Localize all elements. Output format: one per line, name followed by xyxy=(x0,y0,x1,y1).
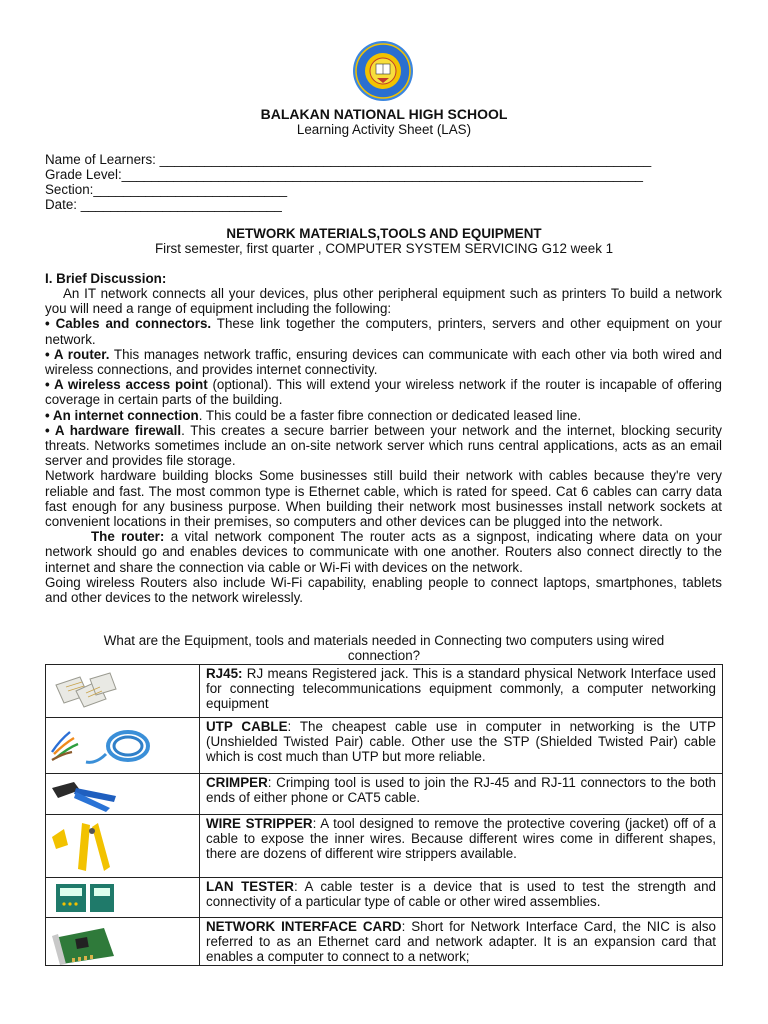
table-row xyxy=(46,774,723,815)
name-of-learners-field: Name of Learners: __________________________________________________________________ xyxy=(45,152,652,167)
rj45-connectors-image xyxy=(46,665,200,718)
sheet-title: Learning Activity Sheet (LAS) xyxy=(296,122,472,137)
table-row xyxy=(46,815,723,878)
date-field: Date: ___________________________ xyxy=(45,197,282,212)
going-wireless-paragraph: Going wireless Routers also include Wi-Fi capability, enabling people to connect laptops, smartphones, tablets and other devices to the network wirelessly. xyxy=(45,574,722,606)
question-line-2: connection? xyxy=(347,648,421,663)
bullet-cables: • Cables and connectors. These link together the computers, printers, servers and other equipment on your network. xyxy=(45,316,722,347)
table-row xyxy=(46,718,723,774)
intro-paragraph: An IT network connects all your devices, plus other peripheral equipment such as printers To build a network you will need a range of equipment including the following: xyxy=(45,286,722,317)
bullet-hardware-firewall: • A hardware firewall. This creates a secure barrier between your network and the internet, blocking security threats. Networks sometimes include an on-site network server which runs central applications, acts as an email server and provides file storage. xyxy=(45,422,722,469)
network-interface-card-image xyxy=(46,918,200,966)
utp-cable-image xyxy=(46,718,200,774)
question-line-1: What are the Equipment, tools and materials needed in Connecting two computers using wired xyxy=(103,633,665,648)
wire-stripper-image xyxy=(46,815,200,878)
grade-level-field: Grade Level:______________________________________________________________________ xyxy=(45,167,643,182)
discussion-body xyxy=(45,286,722,605)
bullet-wireless-access-point: • A wireless access point (optional). This will extend your wireless network if the router is incapable of offering coverage in certain parts of the building. xyxy=(45,377,722,408)
bullet-router: • A router. This manages network traffic, ensuring devices can communicate with each other via both wired and wireless connections, and provides internet connectivity. xyxy=(45,346,722,378)
section-field: Section:__________________________ xyxy=(45,182,288,197)
lan-tester-image xyxy=(46,878,200,918)
lan-tester-description: LAN TESTER: A cable tester is a device that is used to test the strength and connectivity of a particular type of cable or other wired assemblies. xyxy=(200,878,723,918)
router-paragraph: The router: a vital network component The router acts as a signpost, indicating where data on your network should go and enables devices to communicate with one another. Routers also connect directly to the internet and share the connection via cable or Wi-Fi with devices on the network. xyxy=(45,529,722,575)
school-name: BALAKAN NATIONAL HIGH SCHOOL xyxy=(260,106,508,122)
crimper-description: CRIMPER: Crimping tool is used to join the RJ-45 and RJ-11 connectors to the both ends of either phone or CAT5 cable. xyxy=(200,774,723,815)
table-row xyxy=(46,665,723,718)
network-interface-card-description: NETWORK INTERFACE CARD: Short for Network Interface Card, the NIC is also referred to as an Ethernet card and network adapter. It is an expansion card that enables a computer to connect to a network; xyxy=(200,918,723,966)
bullet-internet-connection: • An internet connection. This could be a faster fibre connection or dedicated leased line. xyxy=(45,407,582,423)
rj45-description: RJ45: RJ means Registered jack. This is a standard physical Network Interface used for connecting telecommunications equipment commonly, a computer networking equipment xyxy=(200,665,723,718)
topic-title: NETWORK MATERIALS,TOOLS AND EQUIPMENT xyxy=(226,226,542,241)
utp-cable-description: UTP CABLE: The cheapest cable use in computer in networking is the UTP (Unshielded Twisted Pair) cable. Other use the STP (Shielded Twisted Pair) cable which is cost much than UTP but more reliable. xyxy=(200,718,723,774)
table-row xyxy=(46,918,723,966)
equipment-table xyxy=(45,664,723,966)
discussion-heading: I. Brief Discussion: xyxy=(45,271,167,286)
topic-subtitle: First semester, first quarter , COMPUTER SYSTEM SERVICING G12 week 1 xyxy=(154,241,614,256)
school-seal-logo xyxy=(352,40,414,102)
crimper-image xyxy=(46,774,200,815)
wire-stripper-description: WIRE STRIPPER: A tool designed to remove the protective covering (jacket) off of a cable to expose the inner wires. Because different wires come in different shapes, there are dozens of different wire strippers available. xyxy=(200,815,723,878)
table-row xyxy=(46,878,723,918)
building-blocks-paragraph: Network hardware building blocks Some businesses still build their network with cables because they're very reliable and fast. The most common type is Ethernet cable, which is rated for speed. Cat 6 cables can carry data fast enough for any business purpose. When building their network most businesses install network sockets at convenient locations in their premises, so computers and other devices can be plugged into the network. xyxy=(45,468,722,530)
